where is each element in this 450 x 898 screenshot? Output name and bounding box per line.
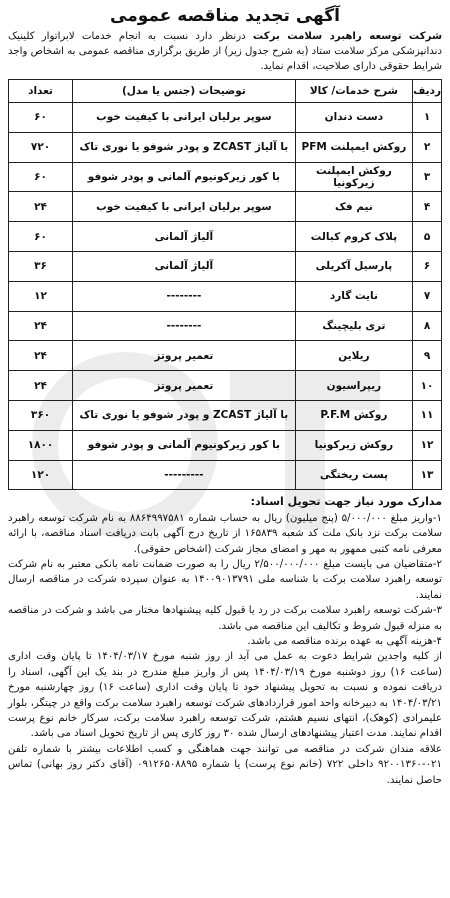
document-item: ۲-متقاضیان می بایست مبلغ ۲/۵۰۰/۰۰۰/۰۰۰ ریال را به صورت ضمانت نامه بانکی معتبر به نام شرکت توسعه راهبرد سلامت برکت با شناسه ملی ۱۴۰۰۹۰۱۳۷۹۱ به عنوان سپرده شرکت در مناقصه ارسال نمایند. bbox=[8, 558, 443, 601]
cell-quantity: ۱۲۰ bbox=[9, 460, 73, 490]
cell-service: نیم فک bbox=[295, 192, 412, 222]
document-item: علاقه مندان شرکت در مناقصه می توانند جهت هماهنگی و کسب اطلاعات بیشتر با شماره تلفن ۰۲۱-۹۲۰۰۱۳۶۰ داخلی ۷۲۲ (خانم نوع پرست) یا شماره ۰۹۱۲۶۵۰۸۸۹۵ (آقای دکتر روز بهانی) تماس حاصل نمایند. bbox=[8, 743, 442, 786]
document-item: از کلیه واجدین شرایط دعوت به عمل می آید از روز شنبه مورخ ۱۴۰۴/۰۳/۱۷ تا پایان وقت اداری (ساعت ۱۶) روز دوشنبه مورخ ۱۴۰۴/۰۳/۱۹ پس از واریز مبلغ مندرج در بند یک این آگهی، اسناد را دریافت نموده و نسبت به تحویل پیشنهاد خود تا پایان وقت اداری (ساعت ۱۶) روز چهارشنبه مورخ ۱۴۰۴/۰۳/۲۱ به دبیرخانه واحد امور قراردادهای شرکت توسعه راهبرد سلامت برکت واقع در چیتگر، بلوار علیمرادی (کوهک)، انتهای نسیم هشتم، شرکت توسعه راهبرد سلامت برکت، سرکار خانم نوع پرست اقدام نمایند. مدت اعتبار پیشنهادهای ارسال شده ۳۰ روز کاری پس از تاریخ تحویل اسناد می باشد. bbox=[8, 651, 442, 740]
cell-row-number: ۷ bbox=[413, 281, 442, 311]
table-row bbox=[9, 281, 442, 311]
documents-heading: مدارک مورد نیاز جهت تحویل اسناد: bbox=[250, 495, 442, 509]
document-item: ۳-شرکت توسعه راهبرد سلامت برکت در رد یا قبول کلیه پیشنهادها مختار می باشد و شرکت در مناقصه به منزله قبول شروط و تکالیف این مناقصه می باشد. bbox=[8, 605, 442, 632]
cell-description: تعمیر پروتز bbox=[73, 341, 296, 371]
required-documents bbox=[8, 494, 442, 788]
header-row-number: ردیف bbox=[413, 80, 442, 103]
cell-service: ریپراسیون bbox=[295, 371, 412, 401]
cell-row-number: ۲ bbox=[413, 132, 442, 162]
cell-row-number: ۱۲ bbox=[413, 430, 442, 460]
document-item: ۴-هزینه آگهی به عهده برنده مناقصه می باشد. bbox=[247, 636, 442, 648]
cell-description: سوپر برلیان ایرانی با کیفیت خوب bbox=[73, 103, 296, 133]
cell-row-number: ۱۰ bbox=[413, 371, 442, 401]
table-row bbox=[9, 192, 442, 222]
table-row bbox=[9, 400, 442, 430]
cell-row-number: ۹ bbox=[413, 341, 442, 371]
cell-service: ریلاین bbox=[295, 341, 412, 371]
cell-service: پست ریختگی bbox=[295, 460, 412, 490]
table-row bbox=[9, 311, 442, 341]
table-row bbox=[9, 222, 442, 252]
table-body bbox=[9, 103, 442, 490]
cell-row-number: ۵ bbox=[413, 222, 442, 252]
cell-description: -------- bbox=[73, 311, 296, 341]
table-row bbox=[9, 251, 442, 281]
cell-description: با آلیاژ ZCAST و پودر شوفو یا نوری تاک bbox=[73, 132, 296, 162]
page-title: آگهی تجدید مناقصه عمومی bbox=[110, 6, 340, 26]
cell-service: روکش ایمپلنت زیرکونیا bbox=[295, 162, 412, 192]
cell-service: روکش زیرکونیا bbox=[295, 430, 412, 460]
table-row bbox=[9, 371, 442, 401]
items-table bbox=[8, 79, 442, 490]
cell-quantity: ۲۴ bbox=[9, 311, 73, 341]
table-row bbox=[9, 103, 442, 133]
cell-quantity: ۳۶۰ bbox=[9, 400, 73, 430]
table-row bbox=[9, 460, 442, 490]
cell-row-number: ۶ bbox=[413, 251, 442, 281]
intro-text: درنظر دارد نسبت به انجام خدمات لابراتوار کلینیک دندانپزشکی مرکز سلامت ستاد (به شرح جدول زیر) از طریق برگزاری مناقصه عمومی به اشخاص واجد شرایط حقوقی دارای صلاحیت، اقدام نماید. bbox=[7, 31, 442, 72]
cell-row-number: ۸ bbox=[413, 311, 442, 341]
cell-quantity: ۲۴ bbox=[9, 371, 73, 401]
header-description: توضیحات (جنس یا مدل) bbox=[73, 80, 296, 103]
cell-description: -------- bbox=[73, 281, 296, 311]
cell-quantity: ۲۴ bbox=[9, 341, 73, 371]
cell-description: آلیاژ آلمانی bbox=[73, 251, 296, 281]
cell-service: نایت گارد bbox=[295, 281, 412, 311]
cell-row-number: ۱۱ bbox=[413, 400, 442, 430]
cell-quantity: ۳۶ bbox=[9, 251, 73, 281]
cell-quantity: ۲۴ bbox=[9, 192, 73, 222]
intro-paragraph bbox=[8, 29, 442, 74]
cell-quantity: ۶۰ bbox=[9, 222, 73, 252]
cell-quantity: ۷۲۰ bbox=[9, 132, 73, 162]
cell-service: پارسیل آکریلی bbox=[295, 251, 412, 281]
cell-service: تری بلیچینگ bbox=[295, 311, 412, 341]
header-service: شرح خدمات/ کالا bbox=[295, 80, 412, 103]
table-row bbox=[9, 430, 442, 460]
cell-row-number: ۱ bbox=[413, 103, 442, 133]
cell-description: با آلیاژ ZCAST و پودر شوفو یا نوری تاک bbox=[73, 400, 296, 430]
cell-description: سوپر برلیان ایرانی با کیفیت خوب bbox=[73, 192, 296, 222]
table-header-row bbox=[9, 80, 442, 103]
cell-description: با کور زیرکونیوم آلمانی و پودر شوفو bbox=[73, 162, 296, 192]
cell-quantity: ۱۲ bbox=[9, 281, 73, 311]
cell-quantity: ۶۰ bbox=[9, 162, 73, 192]
cell-description: --------- bbox=[73, 460, 296, 490]
cell-description: با کور زیرکونیوم آلمانی و پودر شوفو bbox=[73, 430, 296, 460]
documents-list bbox=[8, 511, 442, 788]
document-item: ۱-واریز مبلغ ۵/۰۰۰/۰۰۰ (پنج میلیون) ریال به حساب شماره ۸۸۶۴۹۹۷۵۸۱ به نام شرکت توسعه راهبرد سلامت برکت نزد بانک ملت کد شعبه ۱۶۵۸۳۹ از تاریخ درج آگهی بابت دریافت اسناد مناقصه، با ارائه معرفی نامه کتبی ممهور به مهر و امضای مجاز شرکت (اشخاص حقوقی). bbox=[8, 512, 442, 555]
header-quantity: تعداد bbox=[9, 80, 73, 103]
cell-service: روکش ایمپلنت PFM bbox=[295, 132, 412, 162]
cell-row-number: ۳ bbox=[413, 162, 442, 192]
cell-row-number: ۱۳ bbox=[413, 460, 442, 490]
cell-service: روکش P.F.M bbox=[295, 400, 412, 430]
table-row bbox=[9, 132, 442, 162]
company-name: شرکت توسعه راهبرد سلامت برکت bbox=[252, 31, 442, 42]
cell-service: پلاک کروم کبالت bbox=[295, 222, 412, 252]
cell-description: تعمیر پروتز bbox=[73, 371, 296, 401]
cell-service: دست دندان bbox=[295, 103, 412, 133]
cell-row-number: ۴ bbox=[413, 192, 442, 222]
cell-quantity: ۶۰ bbox=[9, 103, 73, 133]
table-row bbox=[9, 162, 442, 192]
table-row bbox=[9, 341, 442, 371]
cell-description: آلیاژ آلمانی bbox=[73, 222, 296, 252]
cell-quantity: ۱۸۰۰ bbox=[9, 430, 73, 460]
